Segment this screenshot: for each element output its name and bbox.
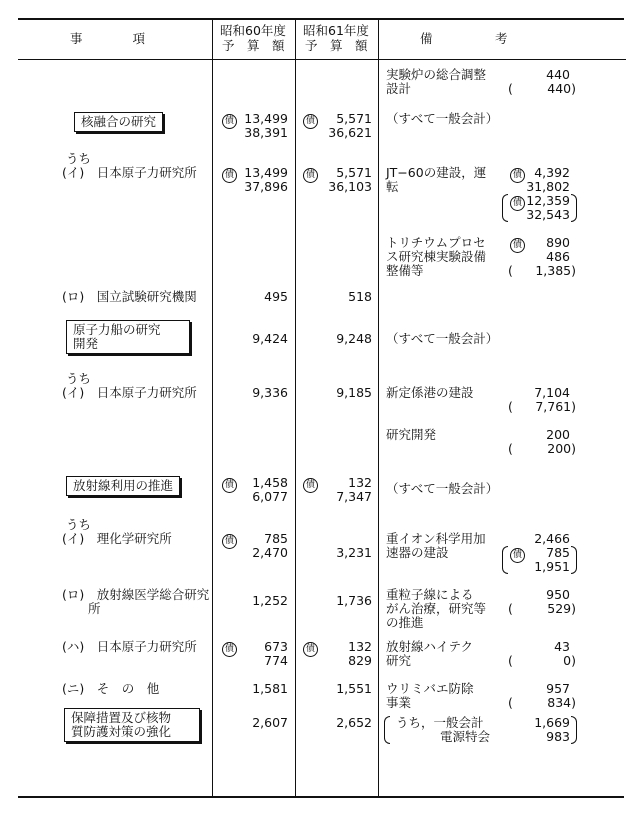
fy61-value: 9,185 <box>336 385 372 400</box>
remark-text: （すべて一般会計） <box>386 111 499 126</box>
fy60-value: 9,336 <box>252 385 288 400</box>
remark-text: 研究 <box>386 653 412 668</box>
fy60-value: 673 <box>264 639 288 654</box>
fy60-value: 2,607 <box>252 715 288 730</box>
remark-text: 重イオン科学用加 <box>386 531 486 546</box>
remark-value: 32,543 <box>526 207 570 222</box>
paren: ( <box>508 399 513 414</box>
bracket <box>502 546 508 574</box>
item-label: (ハ) 日本原子力研究所 <box>62 639 197 654</box>
paren: ( <box>508 695 513 710</box>
fy61-value: 36,621 <box>328 125 372 140</box>
remark-text: 転 <box>386 179 399 194</box>
remark-text: の推進 <box>386 615 424 630</box>
item-label: (ロ) 放射線医学総合研究 <box>62 587 210 602</box>
fy61-value: 5,571 <box>336 111 372 126</box>
column-divider <box>378 18 379 796</box>
remark-text: ウリミバエ防除 <box>386 681 474 696</box>
remark-text: 設計 <box>386 81 412 96</box>
paren: ( <box>508 653 513 668</box>
fy60-value: 2,470 <box>252 545 288 560</box>
fy60-value: 37,896 <box>244 179 288 194</box>
fy61-value: 1,736 <box>336 593 372 608</box>
remark-text: がん治療，研究等 <box>386 601 487 616</box>
bond-icon: 債 <box>510 236 527 253</box>
header-fy60: 昭和60年度 <box>220 23 286 38</box>
remark-text: 電源特会 <box>440 729 491 744</box>
remark-value: 950 <box>546 587 570 602</box>
bond-icon: 債 <box>222 112 239 129</box>
remark-value: 440 <box>546 67 570 82</box>
bond-icon: 債 <box>510 546 527 563</box>
bracket <box>571 546 577 574</box>
bracket <box>502 194 508 222</box>
remark-value: 7,761) <box>535 399 576 414</box>
remark-text: 速器の建設 <box>386 545 449 560</box>
remark-value: 440) <box>547 81 576 96</box>
remark-text: 整備等 <box>386 263 424 278</box>
remark-value: 486 <box>546 249 570 264</box>
remark-value: 31,802 <box>526 179 570 194</box>
remark-text: 新定係港の建設 <box>386 385 474 400</box>
remark-value: 43 <box>554 639 570 654</box>
fy61-value: 829 <box>348 653 372 668</box>
remark-text: トリチウムプロセ <box>386 235 486 250</box>
paren: ( <box>508 601 513 616</box>
bond-icon: 債 <box>222 640 239 657</box>
fy60-value: 785 <box>264 531 288 546</box>
fy61-value: 9,248 <box>336 331 372 346</box>
bond-icon: 債 <box>222 532 239 549</box>
fy60-value: 1,581 <box>252 681 288 696</box>
fy60-value: 38,391 <box>244 125 288 140</box>
uchi-label: うち <box>66 151 92 166</box>
fy61-value: 3,231 <box>336 545 372 560</box>
fy61-value: 518 <box>348 289 372 304</box>
remark-text: 研究開発 <box>386 427 437 442</box>
remark-value: 0) <box>563 653 576 668</box>
remark-text: 実験炉の総合調整 <box>386 67 487 82</box>
bond-icon: 債 <box>510 166 527 183</box>
fy60-value: 495 <box>264 289 288 304</box>
bond-icon: 債 <box>510 194 527 211</box>
remark-value: 12,359 <box>526 193 570 208</box>
item-label: 所 <box>88 601 101 616</box>
bond-icon: 債 <box>303 112 320 129</box>
fy61-value: 2,652 <box>336 715 372 730</box>
fy61-value: 132 <box>348 639 372 654</box>
paren: ( <box>508 81 513 96</box>
remark-value: 1,669 <box>534 715 570 730</box>
remark-value: 957 <box>546 681 570 696</box>
bracket <box>571 194 577 222</box>
header-fy61: 昭和61年度 <box>303 23 369 38</box>
section-title: 核融合の研究 <box>74 112 163 132</box>
remark-text: （すべて一般会計） <box>386 481 499 496</box>
fy60-value: 9,424 <box>252 331 288 346</box>
section-title: 原子力船の研究 開発 <box>66 320 190 354</box>
fy60-value: 1,252 <box>252 593 288 608</box>
remark-value: 1,951 <box>534 559 570 574</box>
column-divider <box>295 18 296 796</box>
uchi-label: うち <box>66 371 92 386</box>
remark-value: 834) <box>547 695 576 710</box>
bond-icon: 債 <box>222 166 239 183</box>
fy61-value: 36,103 <box>328 179 372 194</box>
remark-value: 2,466 <box>534 531 570 546</box>
header-divider <box>18 59 626 60</box>
remark-value: 7,104 <box>534 385 570 400</box>
remark-value: 200 <box>546 427 570 442</box>
remark-value: 890 <box>546 235 570 250</box>
fy61-value: 5,571 <box>336 165 372 180</box>
item-label: (ニ) そ の 他 <box>62 681 160 696</box>
item-label: (イ) 日本原子力研究所 <box>62 165 197 180</box>
header-fy60-budget: 予 算 額 <box>222 38 285 53</box>
bond-icon: 債 <box>222 476 239 493</box>
bracket <box>571 716 577 744</box>
fy60-value: 774 <box>264 653 288 668</box>
section-title: 放射線利用の推進 <box>66 476 180 496</box>
item-label: (イ) 日本原子力研究所 <box>62 385 197 400</box>
header-item: 事 項 <box>70 31 146 46</box>
section-title: 保障措置及び核物 質防護対策の強化 <box>64 708 200 742</box>
remark-text: 重粒子線による <box>386 587 474 602</box>
remark-text: うち，一般会計 <box>396 715 484 730</box>
bond-icon: 債 <box>303 166 320 183</box>
column-divider <box>212 18 213 796</box>
bond-icon: 債 <box>303 640 320 657</box>
fy61-value: 132 <box>348 475 372 490</box>
fy61-value: 1,551 <box>336 681 372 696</box>
fy60-value: 13,499 <box>244 111 288 126</box>
uchi-label: うち <box>66 517 92 532</box>
remark-text: 事業 <box>386 695 412 710</box>
paren: ( <box>508 441 513 456</box>
paren: ( <box>508 263 513 278</box>
remark-value: 200) <box>547 441 576 456</box>
remark-text: JT−60の建設，運 <box>386 165 487 180</box>
remark-text: （すべて一般会計） <box>386 331 499 346</box>
item-label: (ロ) 国立試験研究機関 <box>62 289 197 304</box>
fy60-value: 6,077 <box>252 489 288 504</box>
fy60-value: 13,499 <box>244 165 288 180</box>
bracket <box>384 716 390 744</box>
remark-value: 529) <box>547 601 576 616</box>
remark-value: 785 <box>546 545 570 560</box>
remark-text: 放射線ハイテク <box>386 639 474 654</box>
fy60-value: 1,458 <box>252 475 288 490</box>
remark-value: 1,385) <box>535 263 576 278</box>
bond-icon: 債 <box>303 476 320 493</box>
item-label: (イ) 理化学研究所 <box>62 531 172 546</box>
header-fy61-budget: 予 算 額 <box>305 38 368 53</box>
remark-value: 983 <box>546 729 570 744</box>
remark-text: ス研究棟実験設備 <box>386 249 487 264</box>
remark-value: 4,392 <box>534 165 570 180</box>
header-remarks: 備 考 <box>420 31 508 46</box>
fy61-value: 7,347 <box>336 489 372 504</box>
